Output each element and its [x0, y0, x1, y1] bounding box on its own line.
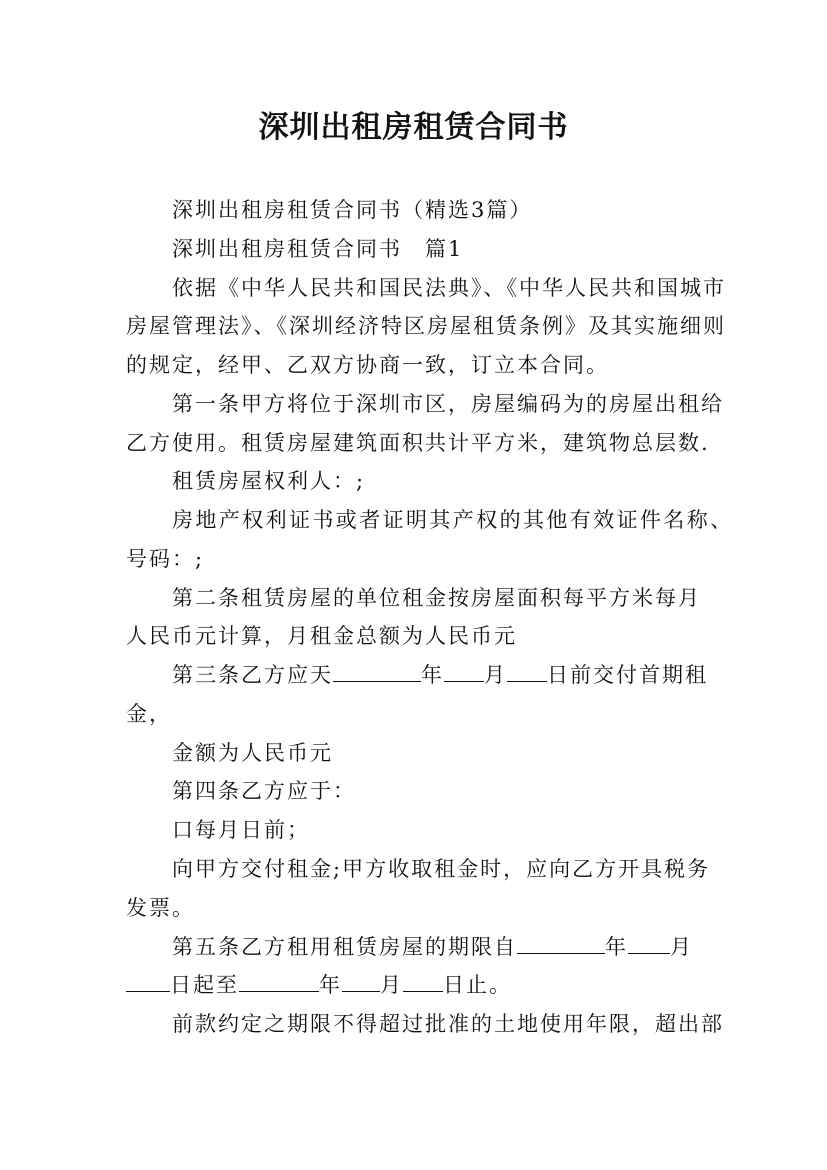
paragraph-line: 房屋管理法》、《深圳经济特区房屋租赁条例》及其实施细则: [126, 314, 726, 338]
paragraph-line: [126, 972, 512, 998]
line-text: 第五条乙方租用租赁房屋的期限自: [172, 935, 517, 959]
paragraph-line: 金额为人民币元: [172, 741, 333, 765]
fill-blank: [342, 973, 380, 992]
paragraph-line: 房地产权利证书或者证明其产权的其他有效证件名称、: [172, 508, 734, 532]
line-text: 年: [605, 935, 628, 959]
section-heading: 深圳出租房租赁合同书 篇1: [172, 237, 464, 261]
line-text: 日前交付首期租: [547, 663, 708, 687]
paragraph-line: 口每月日前；: [172, 818, 310, 842]
fill-blank: [239, 973, 319, 992]
line-text: 年: [421, 663, 444, 687]
fill-blank: [507, 663, 547, 682]
paragraph-line: 租赁房屋权利人：;: [172, 469, 366, 493]
paragraph-line: 向甲方交付租金;甲方收取租金时，应向乙方开具税务: [172, 857, 711, 881]
paragraph-line: 第四条乙方应于：: [172, 779, 356, 803]
paragraph-line: 的规定，经甲、乙双方协商一致，订立本合同。: [126, 353, 609, 377]
paragraph-line: 前款约定之期限不得超过批准的土地使用年限，超出部: [172, 1012, 724, 1036]
paragraph-line: 金，: [126, 702, 172, 726]
paragraph-line: 人民币元计算，月租金总额为人民币元: [126, 624, 517, 648]
paragraph-line: [172, 662, 708, 688]
paragraph-line: 第一条甲方将位于深圳市区，房屋编码为的房屋出租给: [172, 392, 724, 416]
document-title: 深圳出租房租赁合同书: [258, 110, 569, 145]
paragraph-line: 乙方使用。租赁房屋建筑面积共计平方米，建筑物总层数.: [126, 431, 710, 455]
line-text: 月: [670, 935, 693, 959]
paragraph-line: 号码：;: [126, 547, 205, 571]
line-text: 年: [319, 973, 342, 997]
fill-blank: [628, 935, 670, 954]
line-text: 日起至: [170, 973, 239, 997]
fill-blank: [517, 935, 605, 954]
fill-blank: [333, 663, 421, 682]
paragraph-line: [172, 934, 693, 960]
paragraph-line: 依据《中华人民共和国民法典》、《中华人民共和国城市: [172, 276, 726, 300]
paragraph-line: 发票。: [126, 896, 195, 920]
line-text: 日止。: [443, 973, 512, 997]
fill-blank: [126, 973, 170, 992]
fill-blank: [444, 663, 484, 682]
line-text: 月: [380, 973, 403, 997]
line-text: 第三条乙方应天: [172, 663, 333, 687]
paragraph-line: 第二条租赁房屋的单位租金按房屋面积每平方米每月: [172, 586, 701, 610]
line-text: 月: [484, 663, 507, 687]
fill-blank: [403, 973, 443, 992]
subtitle-line: 深圳出租房租赁合同书（精选3篇）: [172, 198, 533, 222]
